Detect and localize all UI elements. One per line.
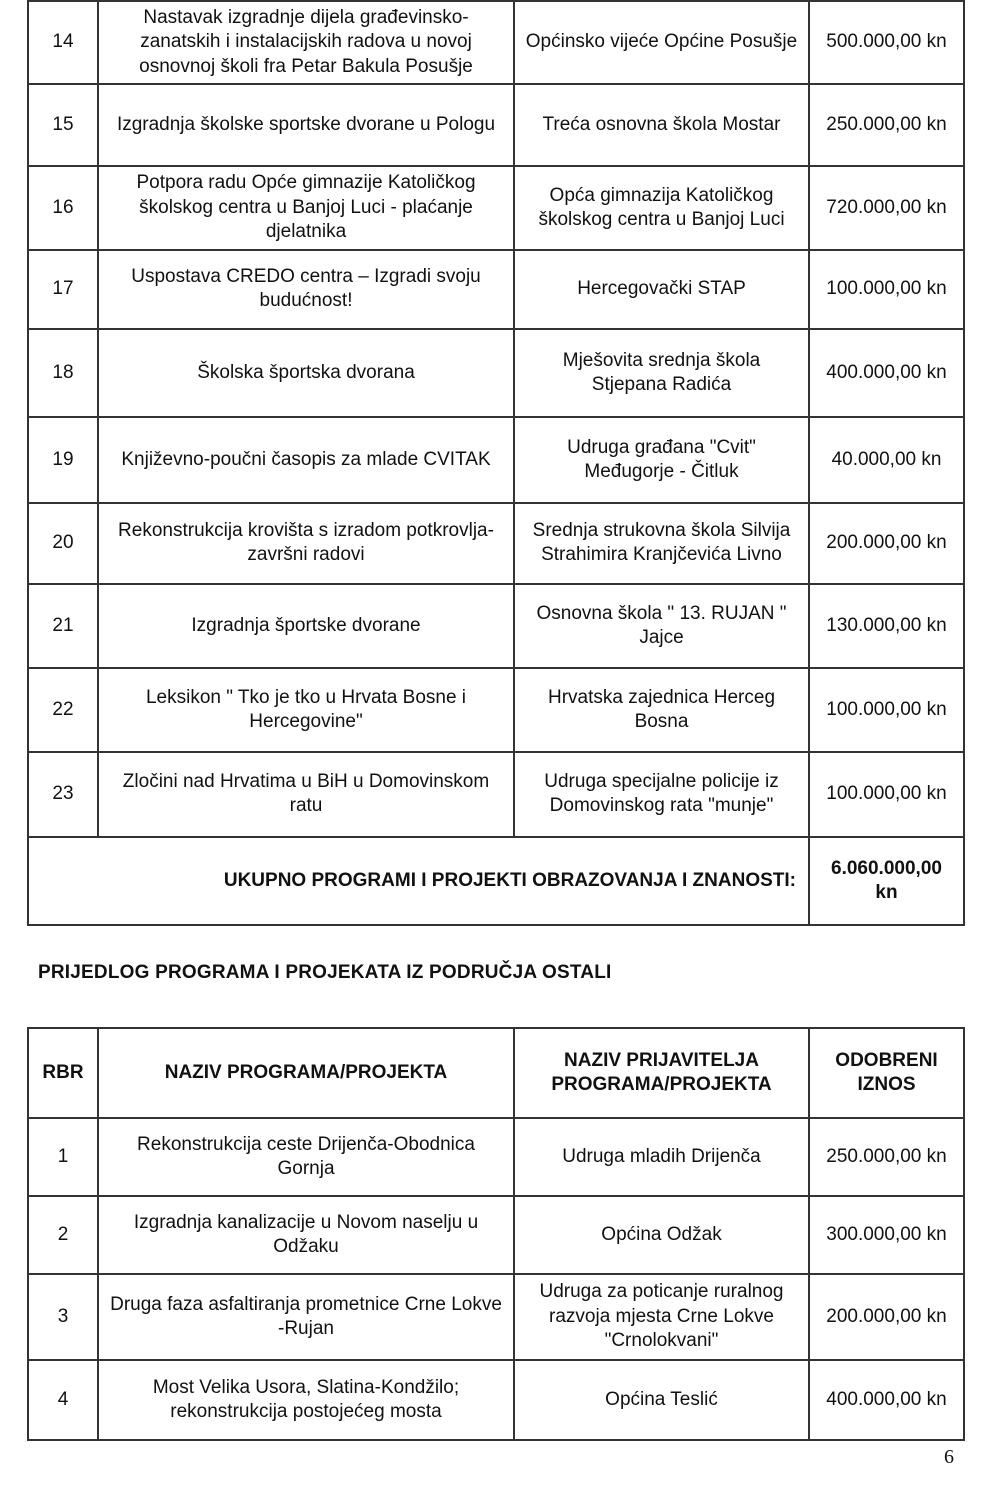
applicant-cell: Udruga za poticanje ruralnog razvoja mjesta Crne Lokve "Crnolokvani" [514, 1274, 809, 1360]
row-number-cell: 21 [28, 584, 98, 668]
applicant-cell: Treća osnovna škola Mostar [514, 84, 809, 166]
table-row [28, 584, 964, 668]
applicant-cell: Osnovna škola " 13. RUJAN " Jajce [514, 584, 809, 668]
applicant-cell: Hrvatska zajednica Herceg Bosna [514, 668, 809, 752]
applicant-cell: Udruga mladih Drijenča [514, 1118, 809, 1196]
ostali-grants-table [27, 1027, 965, 1441]
row-number-cell: 2 [28, 1196, 98, 1274]
table-row [28, 250, 964, 329]
education-grants-table [27, 0, 965, 926]
row-number-cell: 1 [28, 1118, 98, 1196]
table-row [28, 668, 964, 752]
amount-cell: 500.000,00 kn [809, 1, 964, 84]
table-row [28, 417, 964, 503]
row-number-cell: 14 [28, 1, 98, 84]
applicant-cell: Mješovita srednja škola Stjepana Radića [514, 329, 809, 417]
table-row [28, 1, 964, 84]
table-row [28, 1118, 964, 1196]
page-number: 6 [944, 1446, 954, 1468]
applicant-cell: Općinsko vijeće Općine Posušje [514, 1, 809, 84]
table-row [28, 329, 964, 417]
header-applicant: NAZIV PRIJAVITELJA PROGRAMA/PROJEKTA [514, 1028, 809, 1118]
row-number-cell: 18 [28, 329, 98, 417]
amount-cell: 720.000,00 kn [809, 166, 964, 250]
amount-cell: 400.000,00 kn [809, 1360, 964, 1440]
project-name-cell: Izgradnja športske dvorane [98, 584, 514, 668]
amount-cell: 130.000,00 kn [809, 584, 964, 668]
total-amount-text: 6.060.000,00 kn [831, 857, 942, 903]
amount-cell: 250.000,00 kn [809, 84, 964, 166]
project-name-cell: Rekonstrukcija krovišta s izradom potkrovlja-završni radovi [98, 503, 514, 584]
row-number-cell: 23 [28, 752, 98, 837]
section-heading: PRIJEDLOG PROGRAMA I PROJEKATA IZ PODRUČJA OSTALI [38, 961, 612, 983]
project-name-cell: Potpora radu Opće gimnazije Katoličkog školskog centra u Banjoj Luci - plaćanje djelatnika [98, 166, 514, 250]
amount-cell: 40.000,00 kn [809, 417, 964, 503]
project-name-cell: Izgradnja školske sportske dvorane u Pologu [98, 84, 514, 166]
project-name-cell: Izgradnja kanalizacije u Novom naselju u Odžaku [98, 1196, 514, 1274]
row-number-cell: 4 [28, 1360, 98, 1440]
amount-cell: 250.000,00 kn [809, 1118, 964, 1196]
project-name-cell: Uspostava CREDO centra – Izgradi svoju budućnost! [98, 250, 514, 329]
applicant-cell: Udruga građana "Cvit" Međugorje - Čitluk [514, 417, 809, 503]
project-name-cell: Književno-poučni časopis za mlade CVITAK [98, 417, 514, 503]
amount-cell: 100.000,00 kn [809, 752, 964, 837]
project-name-cell: Leksikon " Tko je tko u Hrvata Bosne i Hercegovine" [98, 668, 514, 752]
amount-cell: 200.000,00 kn [809, 503, 964, 584]
header-rbr: RBR [28, 1028, 98, 1118]
amount-cell: 400.000,00 kn [809, 329, 964, 417]
row-number-cell: 3 [28, 1274, 98, 1360]
applicant-cell: Opća gimnazija Katoličkog školskog centra u Banjoj Luci [514, 166, 809, 250]
project-name-cell: Školska športska dvorana [98, 329, 514, 417]
header-amount: ODOBRENI IZNOS [809, 1028, 964, 1118]
row-number-cell: 16 [28, 166, 98, 250]
amount-cell: 100.000,00 kn [809, 668, 964, 752]
project-name-cell: Rekonstrukcija ceste Drijenča-Obodnica Gornja [98, 1118, 514, 1196]
amount-cell: 300.000,00 kn [809, 1196, 964, 1274]
project-name-cell: Most Velika Usora, Slatina-Kondžilo; rekonstrukcija postojećeg mosta [98, 1360, 514, 1440]
applicant-cell: Hercegovački STAP [514, 250, 809, 329]
table-row [28, 1360, 964, 1440]
total-amount-cell [809, 837, 964, 925]
total-row [28, 837, 964, 925]
applicant-cell: Općina Teslić [514, 1360, 809, 1440]
row-number-cell: 17 [28, 250, 98, 329]
project-name-cell: Zločini nad Hrvatima u BiH u Domovinskom ratu [98, 752, 514, 837]
project-name-cell: Druga faza asfaltiranja prometnice Crne Lokve -Rujan [98, 1274, 514, 1360]
table-row [28, 752, 964, 837]
row-number-cell: 15 [28, 84, 98, 166]
table-row [28, 1196, 964, 1274]
table-row [28, 84, 964, 166]
row-number-cell: 22 [28, 668, 98, 752]
applicant-cell: Udruga specijalne policije iz Domovinskog rata "munje" [514, 752, 809, 837]
table-row [28, 1274, 964, 1360]
amount-cell: 200.000,00 kn [809, 1274, 964, 1360]
amount-cell: 100.000,00 kn [809, 250, 964, 329]
header-project-name: NAZIV PROGRAMA/PROJEKTA [98, 1028, 514, 1118]
table-row [28, 503, 964, 584]
row-number-cell: 20 [28, 503, 98, 584]
total-label-cell: UKUPNO PROGRAMI I PROJEKTI OBRAZOVANJA I ZNANOSTI: [28, 837, 809, 925]
header-row [28, 1028, 964, 1118]
row-number-cell: 19 [28, 417, 98, 503]
applicant-cell: Općina Odžak [514, 1196, 809, 1274]
table-row [28, 166, 964, 250]
applicant-cell: Srednja strukovna škola Silvija Strahimira Kranjčevića Livno [514, 503, 809, 584]
project-name-cell: Nastavak izgradnje dijela građevinsko-zanatskih i instalacijskih radova u novoj osnovnoj školi fra Petar Bakula Posušje [98, 1, 514, 84]
